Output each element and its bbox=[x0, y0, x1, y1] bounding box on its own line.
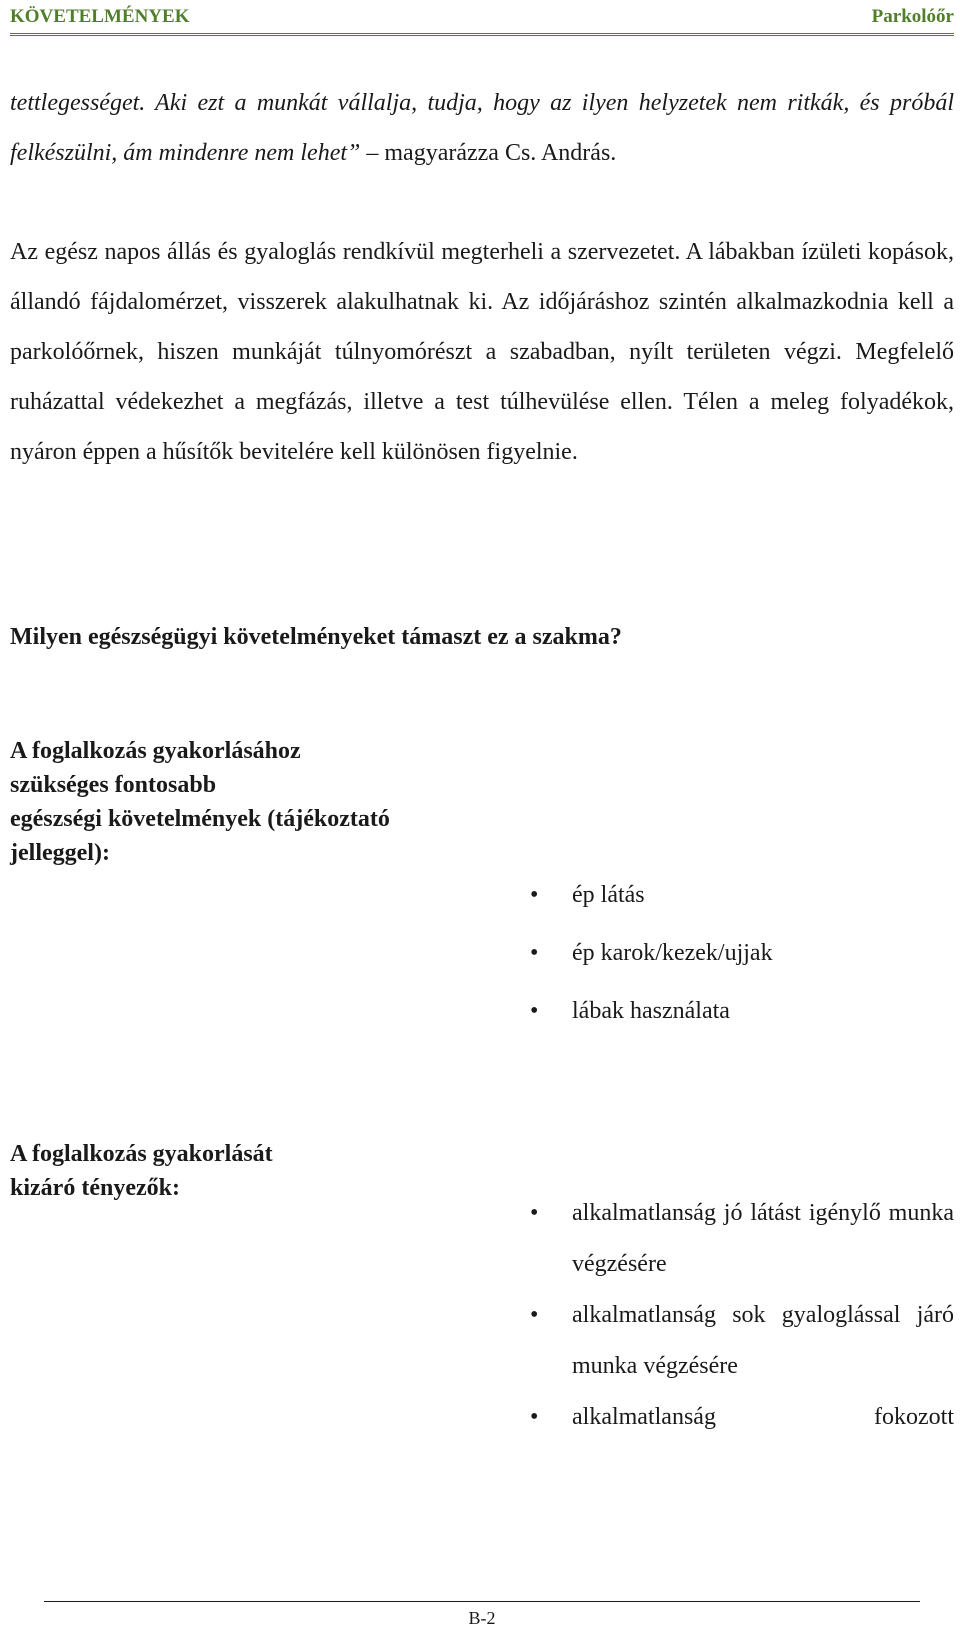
page-footer bbox=[44, 1601, 920, 1628]
label-line: jelleggel): bbox=[10, 840, 110, 866]
list-item bbox=[530, 1188, 954, 1290]
label-line: A foglalkozás gyakorlását bbox=[10, 1141, 273, 1167]
list-item-text: alkalmatlanság fokozott bbox=[572, 1404, 954, 1430]
bullet-icon: • bbox=[530, 940, 539, 966]
health-requirements-list bbox=[530, 878, 954, 1052]
page-number: B-2 bbox=[468, 1608, 496, 1628]
paragraph-health-strain: Az egész napos állás és gyaloglás rendkívül megterheli a szervezetet. A lábakban ízületi kopások, állandó fájdalomérzet, visszerek alakulhatnak ki. Az időjáráshoz szintén alkalmazkodnia kell a parkolóőrnek, hiszen munkáját túlnyomórészt a szabadban, nyílt területen végzi. Megfelelő ruházattal védekezhet a megfázás, illetve a test túlhevülése ellen. Télen a meleg folyadékok, nyáron éppen a hűsítők bevitelére kell különösen figyelnie. bbox=[10, 239, 954, 465]
bullet-icon: • bbox=[530, 1404, 539, 1430]
page-header bbox=[10, 3, 954, 36]
section-question-heading: Milyen egészségügyi követelményeket támaszt ez a szakma? bbox=[10, 624, 622, 650]
label-line: egészségi követelmények (tájékoztató bbox=[10, 806, 390, 832]
paragraph-quote bbox=[10, 78, 954, 178]
health-requirements-label bbox=[10, 734, 510, 870]
list-item bbox=[530, 994, 954, 1028]
list-item-text: ép karok/kezek/ujjak bbox=[572, 940, 773, 966]
quote-italic-text: tettlegességet. Aki ezt a munkát vállalja, tudja, hogy az ilyen helyzetek nem ritkák, és próbál felkészülni, ám mindenre nem lehet” bbox=[10, 90, 954, 166]
header-section-title: KÖVETELMÉNYEK bbox=[10, 6, 190, 27]
label-line: szükséges fontosabb bbox=[10, 772, 217, 798]
list-item bbox=[530, 1290, 954, 1392]
bullet-icon: • bbox=[530, 1200, 539, 1226]
label-line: kizáró tényezők: bbox=[10, 1175, 180, 1201]
list-item bbox=[530, 936, 954, 970]
list-item-text: ép látás bbox=[572, 882, 645, 908]
bullet-icon: • bbox=[530, 998, 539, 1024]
list-item-text: alkalmatlanság jó látást igénylő munka végzésére bbox=[572, 1200, 954, 1277]
list-item bbox=[530, 1392, 954, 1443]
list-item-text: alkalmatlanság sok gyaloglással járó munka végzésére bbox=[572, 1302, 954, 1379]
label-line: A foglalkozás gyakorlásához bbox=[10, 738, 301, 764]
bullet-icon: • bbox=[530, 882, 539, 908]
list-item bbox=[530, 878, 954, 912]
list-item-text: lábak használata bbox=[572, 998, 730, 1024]
excluding-factors-list bbox=[530, 1188, 954, 1443]
header-document-title: Parkolóőr bbox=[871, 6, 954, 27]
bullet-icon: • bbox=[530, 1302, 539, 1328]
excluding-factors-label bbox=[10, 1137, 510, 1205]
quote-attribution: – magyarázza Cs. András. bbox=[360, 140, 617, 166]
